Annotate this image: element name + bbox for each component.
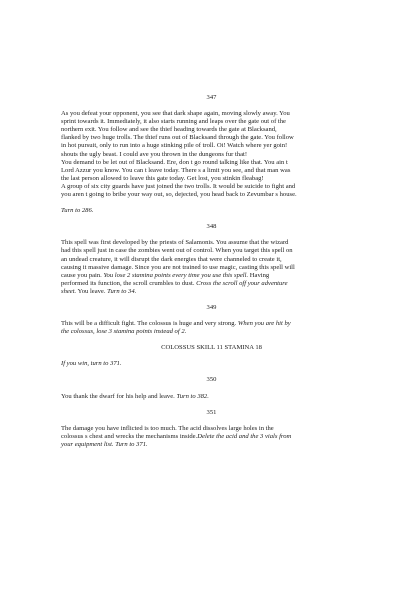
section-number-349: 349	[206, 303, 217, 311]
section-348-turn: Turn to 34.	[107, 287, 137, 295]
section-350-text	[61, 393, 362, 401]
section-347-line: in hot pursuit, only to run into a huge stinking pile of troll. Oi! Watch where yer goin!	[61, 142, 288, 150]
section-348-line: an undead creature, it will disrupt the dark energies that were channeled to create it,	[61, 255, 282, 263]
section-348-plain: Having	[248, 271, 270, 279]
section-349-text	[61, 320, 362, 336]
section-349-plain: This will be a difficult fight. The colossus is huge and very strong.	[61, 320, 238, 328]
section-347-line: northern exit. You follow and see the thief heading towards the gate at Blacksand,	[61, 126, 277, 134]
section-349-rule: When you are hit by	[237, 320, 291, 328]
section-347-line: You demand to be let out of Blacksand. Ere, don t go round talking like that. You ain t	[61, 158, 288, 166]
section-348-line: This spell was first developed by the priests of Salamonis. You assume that the wizard	[61, 239, 289, 247]
section-348-line: had this spell just in case the zombies went out of control. When you target this spell on	[61, 247, 293, 255]
section-347-line: A group of six city guards have just joined the two trolls. It would be suicide to fight and	[61, 182, 296, 190]
section-348-instruction: sheet.	[61, 287, 77, 295]
section-350-turn: Turn to 382.	[176, 392, 209, 400]
section-348-line-mixed	[61, 280, 362, 288]
section-351-plain: colossus s chest and wrecks the mechanisms inside.	[61, 432, 198, 440]
section-347-text	[61, 110, 362, 199]
section-347-turn: Turn to 286.	[61, 207, 94, 215]
section-348-instruction: Cross the scroll off your adventure	[196, 279, 288, 287]
section-350-plain: You thank the dwarf for his help and leave.	[61, 392, 177, 400]
section-348-line: causing it massive damage. Since you are not trained to use magic, casting this spell will	[61, 263, 295, 271]
section-351-line: The damage you have inflicted is too much. The acid dissolves large holes in the	[61, 424, 274, 432]
section-number-347: 347	[206, 94, 217, 101]
section-351-instruction: Delete the acid and the 3 vials from	[197, 432, 292, 440]
section-351-turn: your equipment list. Turn to 371.	[61, 440, 148, 448]
section-348-text	[61, 239, 362, 296]
section-347-line: flanked by two huge trolls. The thief runs out of Blacksand through the gate. You follow	[61, 134, 294, 142]
section-348-stamina-rule: You lose 2 stamina points every time you use this spell.	[103, 271, 249, 279]
section-347-line: the last person allowed to leave this gate today. Get lost, you stinkin fleabag!	[61, 174, 264, 182]
section-number-351: 351	[206, 408, 217, 416]
section-351-line	[61, 433, 362, 441]
section-348-plain: You leave.	[76, 287, 108, 295]
section-348-line-mixed	[61, 288, 362, 296]
section-348-plain: performed its function, the scroll crumbles to dust.	[61, 279, 197, 287]
page-content	[61, 94, 362, 457]
section-348-plain: cause you pain.	[61, 271, 104, 279]
section-347-line: Lord Azzur you know. You can t leave today. There s a limit you see, and that man was	[61, 166, 291, 174]
section-348-line-mixed	[61, 272, 362, 280]
section-347-line: sprint towards it. Immediately, it also starts running and leaps over the gate out of the	[61, 118, 286, 126]
section-347-line: As you defeat your opponent, you see that dark shape again, moving slowly away. You	[61, 110, 290, 118]
section-349-win: If you win, turn to 371.	[61, 360, 122, 368]
section-349-rule: the colossus, lose 3 stamina points instead of 2.	[61, 328, 187, 336]
section-350-line	[61, 393, 362, 401]
section-347-line: you aren t going to bribe your way out, so, dejected, you head back to Zevumbar s house.	[61, 191, 297, 199]
section-349-line	[61, 320, 362, 328]
section-351-text	[61, 425, 362, 449]
section-number-348: 348	[206, 223, 217, 231]
colossus-stats: COLOSSUS SKILL 11 STAMINA 18	[161, 344, 262, 352]
section-347-line: shouts the ugly beast. I could ave you thrown in the dungeons fur that!	[61, 150, 248, 158]
section-number-350: 350	[206, 376, 217, 384]
